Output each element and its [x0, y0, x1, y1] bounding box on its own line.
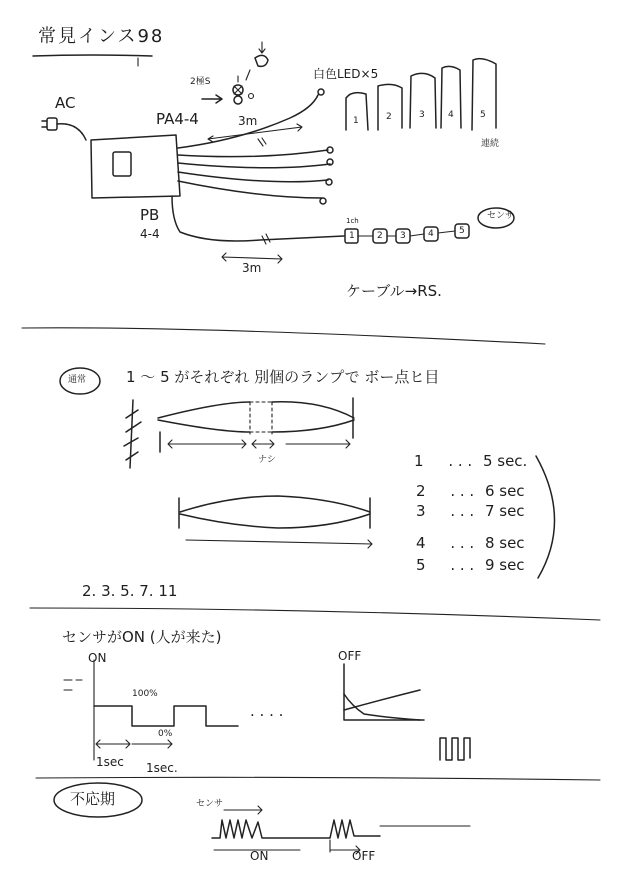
timing-lamp: 3 [416, 502, 426, 520]
timing-sec: 8 sec [484, 534, 525, 552]
distance-top-label: 3m [238, 114, 258, 128]
title-label: 常見インス98 [38, 26, 165, 47]
sec2-label: 1sec. [146, 761, 178, 775]
section4-on-label: ON [250, 849, 269, 863]
timing-dots: . . . [448, 452, 473, 470]
timing-lamp: 2 [416, 482, 426, 500]
timing-dots: . . . [450, 482, 475, 500]
section2-heading: 1 〜 5 がそれぞれ 別個のランプで ボー点ヒ目 [126, 368, 440, 386]
lamp-number: 5 [480, 110, 486, 120]
lamp-number: 4 [448, 110, 454, 120]
timing-row-3 [416, 504, 525, 519]
pa-label: PA4-4 [156, 110, 199, 128]
lamp-number: 3 [419, 110, 425, 120]
sensor-ch-label: 1ch [346, 217, 359, 225]
small-label-left: 2極S [190, 77, 211, 87]
title-underline [33, 55, 152, 56]
off-label: OFF [338, 649, 362, 663]
pb-label: PB [140, 206, 160, 224]
sensor-number: 5 [459, 226, 465, 236]
timing-lamp: 4 [416, 534, 426, 552]
divider-2 [30, 608, 600, 620]
distance-bottom-label: 3m [242, 261, 262, 275]
timing-sec: 5 sec. [482, 452, 528, 470]
primes-label: 2. 3. 5. 7. 11 [82, 582, 178, 600]
divider-1 [22, 328, 545, 344]
on-label: ON [88, 651, 107, 665]
square-wave [64, 660, 238, 760]
ac-label: AC [55, 94, 76, 112]
timing-row-5 [416, 558, 525, 573]
pb-cable [172, 196, 344, 241]
timing-sec: 6 sec [484, 482, 525, 500]
timing-row-1 [414, 454, 527, 469]
sensor-number: 1 [349, 231, 355, 241]
section4-sensor-label: センサ [196, 799, 224, 809]
sensor-number: 3 [400, 231, 406, 241]
section4-off-label: OFF [352, 849, 376, 863]
sensor-number: 2 [377, 231, 383, 241]
top-devices [202, 42, 268, 104]
timing-lamp: 1 [414, 452, 424, 470]
timing-dots: . . . [450, 502, 475, 520]
section2-circle-label: 通常 [68, 375, 87, 385]
pb-sub-label: 4-4 [140, 227, 160, 241]
timing-lamp: 5 [416, 556, 426, 574]
timing-dots: . . . [450, 534, 475, 552]
timing-dots: . . . [450, 556, 475, 574]
refractory-diagram [212, 806, 470, 854]
envelope-diagram-top [124, 398, 354, 468]
lamp-number: 1 [353, 116, 359, 126]
lamp-number: 2 [386, 112, 392, 122]
timing-sec: 7 sec [484, 502, 525, 520]
timing-bracket [536, 456, 555, 578]
timing-row-4 [416, 536, 525, 551]
lamp-note: 連続 [481, 139, 500, 149]
ac-plug-icon [42, 118, 86, 140]
sensor-number: 4 [428, 229, 434, 239]
timing-sec: 9 sec [484, 556, 525, 574]
sec1-label: 1sec [96, 755, 124, 769]
section4-circle-label: 不応期 [70, 790, 116, 808]
section3-heading: センサがON (人が来た) [62, 628, 222, 646]
lamps-label: 白色LED×5 [313, 67, 379, 81]
pct0-label: 0% [158, 729, 173, 739]
cables-to-lamps [178, 89, 333, 204]
pa-box [91, 135, 180, 198]
divider-3 [36, 777, 600, 780]
dots-label: . . . . [250, 702, 284, 720]
timing-row-2 [416, 484, 525, 499]
sensor-label: センサ [487, 211, 515, 221]
pct100-label: 100% [132, 689, 158, 699]
cable-label: ケーブル→RS. [346, 282, 442, 300]
envelope-diagram-bottom [179, 496, 372, 548]
off-decay-graph [344, 664, 470, 760]
mid-label: ナシ [258, 455, 276, 465]
